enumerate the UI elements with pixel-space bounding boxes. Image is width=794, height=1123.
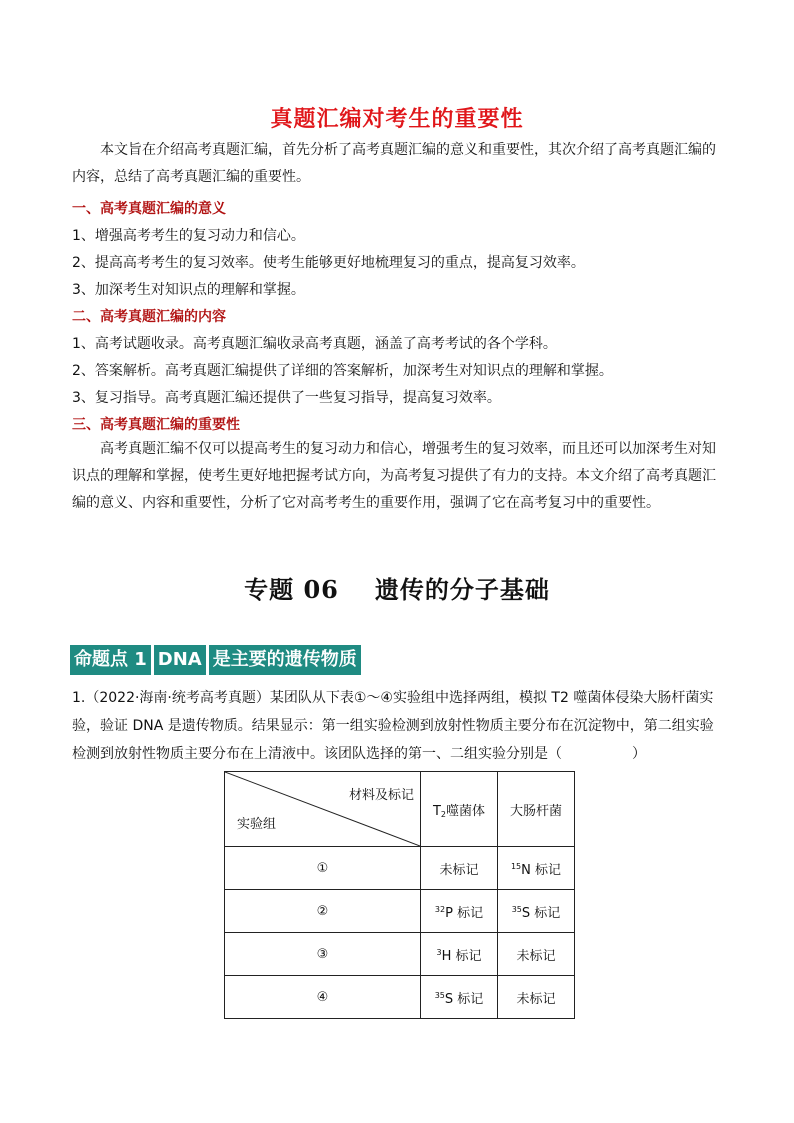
document-title: 真题汇编对考生的重要性 [270,107,524,132]
table-row [225,847,575,890]
topic-name: 遗传的分子基础 [374,575,550,604]
section3-body: 高考真题汇编不仅可以提高考生的复习动力和信心，增强考生的复习效率，而且还可以加深考生对知识点的理解和掌握，使考生更好地把握考试方向，为高考复习提供了有力的支持。本文介绍了高考真题汇编的意义、内容和重要性，分析了它对高考考生的重要作用，强调了它在高考复习中的重要性。 [72,441,716,511]
question-stem: 1.（2022·海南·统考高考真题）某团队从下表①～④实验组中选择两组，模拟 T2 噬菌体侵染大肠杆菌实验，验证 DNA 是遗传物质。结果显示：第一组实验检测到放射性物质主要分布在沉淀物中，第二组实验检测到放射性物质主要分布在上清液中。该团队选择的第一、二组实验分别是（ [72,690,714,762]
ecoli-label-cell: 未标记 [498,933,575,976]
section2-item-1: 1、高考试题收录。高考真题汇编收录高考真题，涵盖了高考考试的各个学科。 [72,336,557,352]
topic-number: 专题 06 [244,575,339,604]
phage-label-cell: $^{35}$S 标记 [421,976,498,1019]
section1-item-3: 3、加深考生对知识点的理解和掌握。 [72,282,305,298]
header-phage: $T_2$噬菌体 [421,772,498,847]
point-banner [70,645,361,675]
group-cell: ① [225,847,421,890]
point-name-rest: 是主要的遗传物质 [209,645,361,675]
table-header-diagonal-cell [225,772,421,847]
section1-heading: 一、高考真题汇编的意义 [72,201,226,217]
phage-label-cell: $^3$H 标记 [421,933,498,976]
ecoli-label-cell: 未标记 [498,976,575,1019]
intro-paragraph: 本文旨在介绍高考真题汇编，首先分析了高考真题汇编的意义和重要性，其次介绍了高考真题汇编的内容，总结了高考真题汇编的重要性。 [72,142,716,185]
table-row [225,933,575,976]
section3-heading: 三、高考真题汇编的重要性 [72,417,240,433]
header-materials-label: 材料及标记 [348,788,414,803]
group-cell: ③ [225,933,421,976]
topic-title [0,570,794,605]
point-label: 命题点 1 [70,645,151,675]
experiment-table [224,771,575,1019]
section1-item-1: 1、增强高考考生的复习动力和信心。 [72,228,305,244]
question-close: ） [632,746,646,762]
header-ecoli: 大肠杆菌 [498,772,575,847]
phage-label-cell: 未标记 [421,847,498,890]
question-text [72,684,724,768]
phage-label-cell: $^{32}$P 标记 [421,890,498,933]
section2-item-2: 2、答案解析。高考真题汇编提供了详细的答案解析，加深考生对知识点的理解和掌握。 [72,363,613,379]
table-row [225,976,575,1019]
header-group-label: 实验组 [237,817,277,832]
section2-heading: 二、高考真题汇编的内容 [72,309,226,325]
ecoli-label-cell: $^{35}$S 标记 [498,890,575,933]
point-name-dna: DNA [154,645,206,675]
section1-item-2: 2、提高高考考生的复习效率。使考生能够更好地梳理复习的重点，提高复习效率。 [72,255,585,271]
group-cell: ④ [225,976,421,1019]
ecoli-label-cell: $^{15}$N 标记 [498,847,575,890]
table-row [225,890,575,933]
section2-item-3: 3、复习指导。高考真题汇编还提供了一些复习指导，提高复习效率。 [72,390,501,406]
group-cell: ② [225,890,421,933]
